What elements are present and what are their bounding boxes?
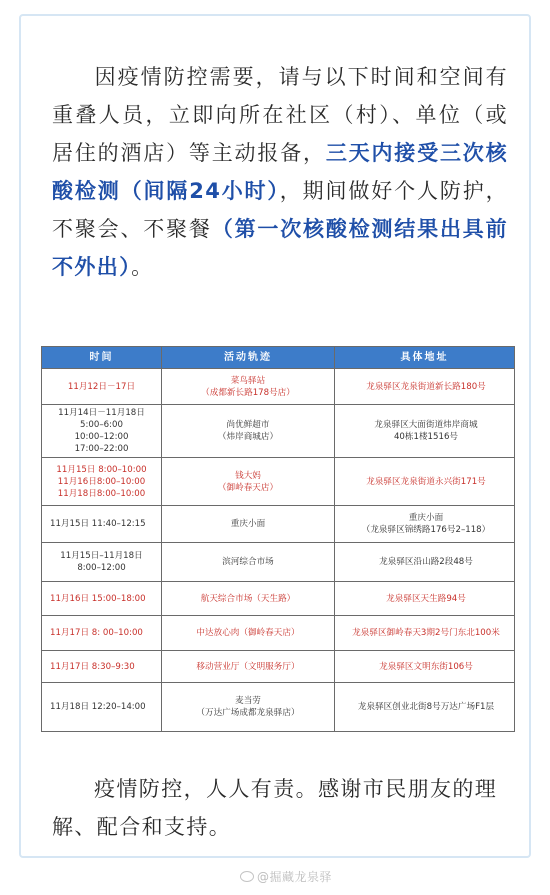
address-cell: 龙泉驿区创业北街8号万达广场F1层 [335,683,515,732]
table-row [42,543,515,582]
closing-text: 疫情防控，人人有责。感谢市民朋友的理解、配合和支持。 [52,777,498,839]
time-cell: 11月15日 8:00–10:00 11月16日8:00–10:00 11月18日8:00–10:00 [42,458,162,506]
time-cell: 11月17日 8: 00–10:00 [42,616,162,651]
address-cell: 龙泉驿区大面街道炜岸商城 40栋1楼1516号 [335,405,515,458]
time-cell: 11月14日－11月18日 5:00–6:00 10:00–12:00 17:00–22:00 [42,405,162,458]
table-row [42,405,515,458]
activity-cell: 菜鸟驿站 （成都新长路178号店） [162,369,335,405]
notice-highlight-2: （第一次核酸检测结果出具前不外出） [52,217,508,279]
table-row [42,582,515,616]
activity-cell: 航天综合市场（天生路） [162,582,335,616]
weibo-watermark [240,868,332,885]
notice-text-1: 因疫情防控需要，请与以下时间和空间有重叠人员，立即向所在社区（村）、单位（或居住的酒店）等主动报备， [52,65,508,165]
table-row [42,651,515,683]
table-header-row [42,347,515,369]
notice-text-3: 。 [131,255,154,279]
address-cell: 龙泉驿区文明东街106号 [335,651,515,683]
activity-cell: 麦当劳 （万达广场成都龙泉驿店） [162,683,335,732]
address-cell: 龙泉驿区天生路94号 [335,582,515,616]
address-cell: 龙泉驿区龙泉街道新长路180号 [335,369,515,405]
notice-paragraph [52,58,508,286]
activity-cell: 钱大妈 （御岭春天店） [162,458,335,506]
table-row [42,458,515,506]
header-address: 具体地址 [335,347,515,369]
activity-cell: 滨河综合市场 [162,543,335,582]
table-body [42,369,515,732]
activity-cell: 移动营业厅（文明服务厅） [162,651,335,683]
time-cell: 11月18日 12:20–14:00 [42,683,162,732]
notice-text-2: ，期间做好个人防护，不聚会、不聚餐 [52,179,508,241]
address-cell: 龙泉驿区龙泉街道永兴街171号 [335,458,515,506]
time-cell: 11月17日 8:30–9:30 [42,651,162,683]
address-cell: 龙泉驿区沿山路2段48号 [335,543,515,582]
itinerary-table [41,346,515,732]
address-cell: 重庆小面 （龙泉驿区锦绣路176号2–118） [335,506,515,543]
header-activity: 活动轨迹 [162,347,335,369]
time-cell: 11月15日–11月18日 8:00–12:00 [42,543,162,582]
notice-highlight-1: 三天内接受三次核酸检测（间隔24小时） [52,141,508,203]
address-cell: 龙泉驿区御岭春天3期2号门东北100米 [335,616,515,651]
weibo-icon [240,871,254,882]
table-row [42,683,515,732]
time-cell: 11月12日－17日 [42,369,162,405]
activity-cell: 尚优鲜超市 （炜岸商城店） [162,405,335,458]
time-cell: 11月15日 11:40–12:15 [42,506,162,543]
table-row [42,369,515,405]
watermark-text: @掘藏龙泉驿 [257,870,333,884]
header-time: 时间 [42,347,162,369]
table-row [42,506,515,543]
activity-cell: 中达放心肉（御岭春天店） [162,616,335,651]
activity-cell: 重庆小面 [162,506,335,543]
time-cell: 11月16日 15:00–18:00 [42,582,162,616]
closing-paragraph [52,770,508,846]
table-row [42,616,515,651]
